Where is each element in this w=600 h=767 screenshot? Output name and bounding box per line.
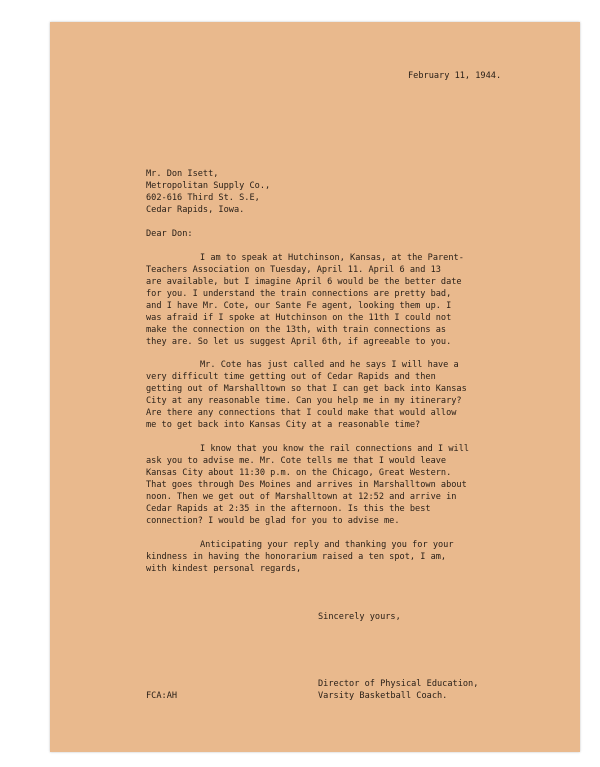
- body-line: Mr. Cote has just called and he says I will have a: [200, 360, 459, 370]
- body-line: Kansas City about 11:30 p.m. on the Chicago, Great Western.: [146, 468, 452, 478]
- body-line: was afraid if I spoke at Hutchinson on the 11th I could not: [146, 313, 452, 323]
- body-line: ask you to advise me. Mr. Cote tells me that I would leave: [146, 456, 447, 466]
- body-line: I am to speak at Hutchinson, Kansas, at the Parent-: [200, 253, 464, 263]
- salutation: Dear Don:: [146, 229, 193, 239]
- recipient-line: Mr. Don Isett,: [146, 169, 219, 179]
- typist-initials: FCA:AH: [146, 691, 178, 701]
- body-line: kindness in having the honorarium raised a ten spot, I am,: [146, 552, 447, 562]
- body-line: Are there any connections that I could make that would allow: [146, 408, 457, 418]
- body-line: are available, but I imagine April 6 would be the better date: [146, 277, 462, 287]
- body-line: very difficult time getting out of Cedar Rapids and then: [146, 372, 436, 382]
- body-line: me to get back into Kansas City at a reasonable time?: [146, 420, 421, 430]
- body-line: noon. Then we get out of Marshalltown at 12:52 and arrive in: [146, 492, 457, 502]
- body-line: That goes through Des Moines and arrives in Marshalltown about: [146, 480, 467, 490]
- body-line: I know that you know the rail connections and I will: [200, 444, 470, 454]
- body-line: getting out of Marshalltown so that I can get back into Kansas: [146, 384, 467, 394]
- closing: Sincerely yours,: [318, 612, 401, 622]
- body-line: Teachers Association on Tuesday, April 11. April 6 and 13: [146, 265, 441, 275]
- body-line: Cedar Rapids at 2:35 in the afternoon. Is this the best: [146, 504, 431, 514]
- body-line: for you. I understand the train connections are pretty bad,: [146, 289, 452, 299]
- signature-title-line: Director of Physical Education,: [318, 679, 479, 689]
- body-line: Anticipating your reply and thanking you for your: [200, 540, 454, 550]
- body-line: City at any reasonable time. Can you help me in my itinerary?: [146, 396, 462, 406]
- body-line: make the connection on the 13th, with train connections as: [146, 325, 447, 335]
- recipient-line: Metropolitan Supply Co.,: [146, 181, 271, 191]
- letter-date: February 11, 1944.: [408, 71, 502, 81]
- body-line: and I have Mr. Cote, our Sante Fe agent, looking them up. I: [146, 301, 452, 311]
- recipient-line: 602-616 Third St. S.E,: [146, 193, 260, 203]
- recipient-line: Cedar Rapids, Iowa.: [146, 205, 245, 215]
- signature-title-line: Varsity Basketball Coach.: [318, 691, 448, 701]
- body-line: connection? I would be glad for you to advise me.: [146, 516, 400, 526]
- body-line: with kindest personal regards,: [146, 564, 302, 574]
- body-line: they are. So let us suggest April 6th, if agreeable to you.: [146, 337, 452, 347]
